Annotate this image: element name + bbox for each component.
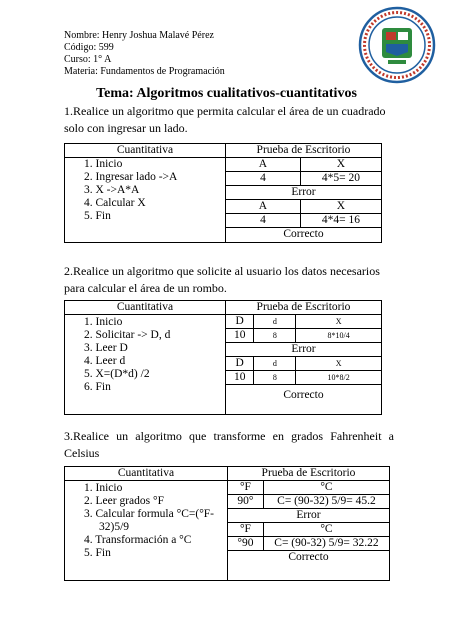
step: 5. Fin <box>84 210 111 222</box>
student-name: Nombre: Henry Joshua Malavé Pérez <box>64 30 214 41</box>
question-1: 1.Realice un algoritmo que permita calcular el área de un cuadrado solo con ingresar un lado. <box>64 104 386 135</box>
step: 4. Calcular X <box>84 197 146 209</box>
trace-cell: 4 <box>226 214 300 228</box>
trace-cell: 10 <box>226 329 254 343</box>
trace-cell: 4*5= 20 <box>300 172 381 186</box>
table-ex2 <box>64 300 382 415</box>
trace-cell: 8 <box>254 329 296 343</box>
desk-check-cell <box>226 315 382 415</box>
desk-check-table <box>228 481 389 564</box>
trace-result: Error <box>228 509 389 523</box>
subject: Materia: Fundamentos de Programación <box>64 66 225 77</box>
trace-cell: C= (90-32) 5/9= 32.22 <box>263 537 389 551</box>
trace-cell: °C <box>263 481 389 495</box>
step: 3. Calcular formula °C=(°F- <box>84 508 215 520</box>
trace-cell: 4 <box>226 172 300 186</box>
trace-cell: °C <box>263 523 389 537</box>
step: 1. Inicio <box>84 316 123 328</box>
step: 4. Transformación a °C <box>84 534 192 546</box>
steps-cell <box>65 481 228 581</box>
question-2: 2.Realice un algoritmo que solicite al usuario los datos necesarios para calcular el área de un rombo. <box>64 264 380 295</box>
desk-check-cell <box>226 158 382 243</box>
trace-cell: D <box>226 315 254 329</box>
trace-cell: °90 <box>228 537 263 551</box>
trace-cell: 10*8/2 <box>296 371 381 385</box>
trace-cell: 4*4= 16 <box>300 214 381 228</box>
desk-check-table <box>226 315 381 405</box>
step: 1. Inicio <box>84 482 123 494</box>
col-header-prueba: Prueba de Escritorio <box>226 144 382 158</box>
institution-seal-logo <box>358 6 436 84</box>
trace-cell: X <box>296 315 381 329</box>
step: 1. Inicio <box>84 158 123 170</box>
trace-cell: X <box>300 158 381 172</box>
col-header-cuantitativa: Cuantitativa <box>65 144 226 158</box>
trace-cell: A <box>226 158 300 172</box>
student-code: Código: 599 <box>64 42 114 53</box>
step-continuation: 32)5/9 <box>99 521 130 533</box>
desk-check-cell <box>228 481 390 581</box>
question-3: 3.Realice un algoritmo que transforme en grados Fahrenheit a Celsius <box>64 429 394 460</box>
table-ex1 <box>64 143 382 243</box>
step: 4. Leer d <box>84 355 126 367</box>
table-ex3 <box>64 466 390 581</box>
step: 2. Leer grados °F <box>84 495 164 507</box>
trace-cell: °F <box>228 523 263 537</box>
col-header-cuantitativa: Cuantitativa <box>65 467 228 481</box>
step: 5. Fin <box>84 547 111 559</box>
step: 2. Ingresar lado ->A <box>84 171 178 183</box>
col-header-prueba: Prueba de Escritorio <box>228 467 390 481</box>
trace-cell: 8 <box>254 371 296 385</box>
step: 6. Fin <box>84 381 111 393</box>
trace-result: Correcto <box>226 228 381 242</box>
step: 2. Solicitar -> D, d <box>84 329 171 341</box>
trace-cell: A <box>226 200 300 214</box>
desk-check-table <box>226 158 381 241</box>
trace-cell: 90° <box>228 495 263 509</box>
trace-cell: C= (90-32) 5/9= 45.2 <box>263 495 389 509</box>
step: 3. X ->A*A <box>84 184 140 196</box>
page-title: Tema: Algoritmos cualitativos-cuantitativos <box>96 86 357 101</box>
steps-cell <box>65 158 226 243</box>
steps-cell <box>65 315 226 415</box>
trace-result: Error <box>226 343 381 357</box>
col-header-prueba: Prueba de Escritorio <box>226 301 382 315</box>
trace-result: Correcto <box>228 551 389 565</box>
trace-cell: d <box>254 357 296 371</box>
trace-cell: °F <box>228 481 263 495</box>
trace-cell: X <box>296 357 381 371</box>
trace-cell: D <box>226 357 254 371</box>
trace-cell: d <box>254 315 296 329</box>
trace-cell: 8*10/4 <box>296 329 381 343</box>
trace-result: Error <box>226 186 381 200</box>
step: 3. Leer D <box>84 342 128 354</box>
course: Curso: 1° A <box>64 54 112 65</box>
col-header-cuantitativa: Cuantitativa <box>65 301 226 315</box>
trace-result: Correcto <box>226 385 381 406</box>
step: 5. X=(D*d) /2 <box>84 368 150 380</box>
trace-cell: 10 <box>226 371 254 385</box>
trace-cell: X <box>300 200 381 214</box>
